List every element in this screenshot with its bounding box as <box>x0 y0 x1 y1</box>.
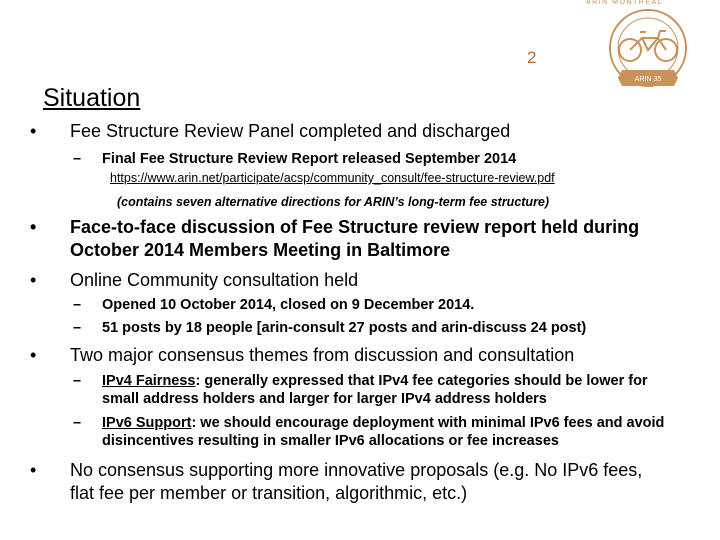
bullet-glyph: • <box>30 217 37 237</box>
sub-bullet-text: Final Fee Structure Review Report released September 2014 <box>102 151 517 167</box>
logo-ribbon-text: ARIN 35 <box>634 76 662 83</box>
sub-bullet-text: Opened 10 October 2014, closed on 9 December 2014. <box>102 297 475 313</box>
sub-bullet-item <box>73 319 693 337</box>
bullet-item <box>30 120 690 143</box>
dash-glyph: – <box>73 151 82 167</box>
slide-title: Situation <box>43 84 141 112</box>
bullet-item <box>30 216 690 262</box>
sub-bullet-item <box>73 372 688 408</box>
dash-glyph: – <box>73 320 82 336</box>
report-link[interactable]: https://www.arin.net/participate/acsp/community_consult/fee-structure-review.pdf <box>110 171 555 185</box>
bullet-glyph: • <box>30 460 37 480</box>
bullet-text: Face-to-face discussion of Fee Structure review report held during October 2014 Members Meeting in Baltimore <box>70 217 640 260</box>
slide-number: 2 <box>527 48 537 67</box>
bullet-glyph: • <box>30 121 37 141</box>
bullet-item <box>30 459 670 505</box>
sub-bullet-text: 51 posts by 18 people [arin-consult 27 posts and arin-discuss 24 post) <box>102 320 587 336</box>
sub-bullet-item <box>73 150 693 168</box>
bullet-item <box>30 344 690 367</box>
theme-label: IPv4 Fairness <box>102 373 196 389</box>
dash-glyph: – <box>73 415 82 431</box>
bullet-text: No consensus supporting more innovative proposals (e.g. No IPv6 fees, flat fee per member or transition, algorithmic, etc.) <box>70 460 643 503</box>
bullet-glyph: • <box>30 345 37 365</box>
logo-ring-text: ARIN MONTREAL <box>586 0 664 6</box>
arin-montreal-bicycle-logo <box>586 0 710 94</box>
theme-text: : generally expressed that IPv4 fee categories should be lower for small address holders and larger for larger IPv4 address holders <box>102 373 648 407</box>
report-note: (contains seven alternative directions for ARIN’s long-term fee structure) <box>117 195 550 209</box>
dash-glyph: – <box>73 373 82 389</box>
bullet-text: Online Community consultation held <box>70 270 359 290</box>
bullet-text: Fee Structure Review Panel completed and discharged <box>70 121 511 141</box>
sub-bullet-item <box>73 414 688 450</box>
bullet-item <box>30 269 690 292</box>
theme-text: : we should encourage deployment with minimal IPv6 fees and avoid disincentives resulting in smaller IPv6 allocations or fee increases <box>102 415 665 449</box>
bullet-glyph: • <box>30 270 37 290</box>
bullet-text: Two major consensus themes from discussion and consultation <box>70 345 575 365</box>
dash-glyph: – <box>73 297 82 313</box>
theme-label: IPv6 Support <box>102 415 192 431</box>
sub-bullet-item <box>73 296 693 314</box>
